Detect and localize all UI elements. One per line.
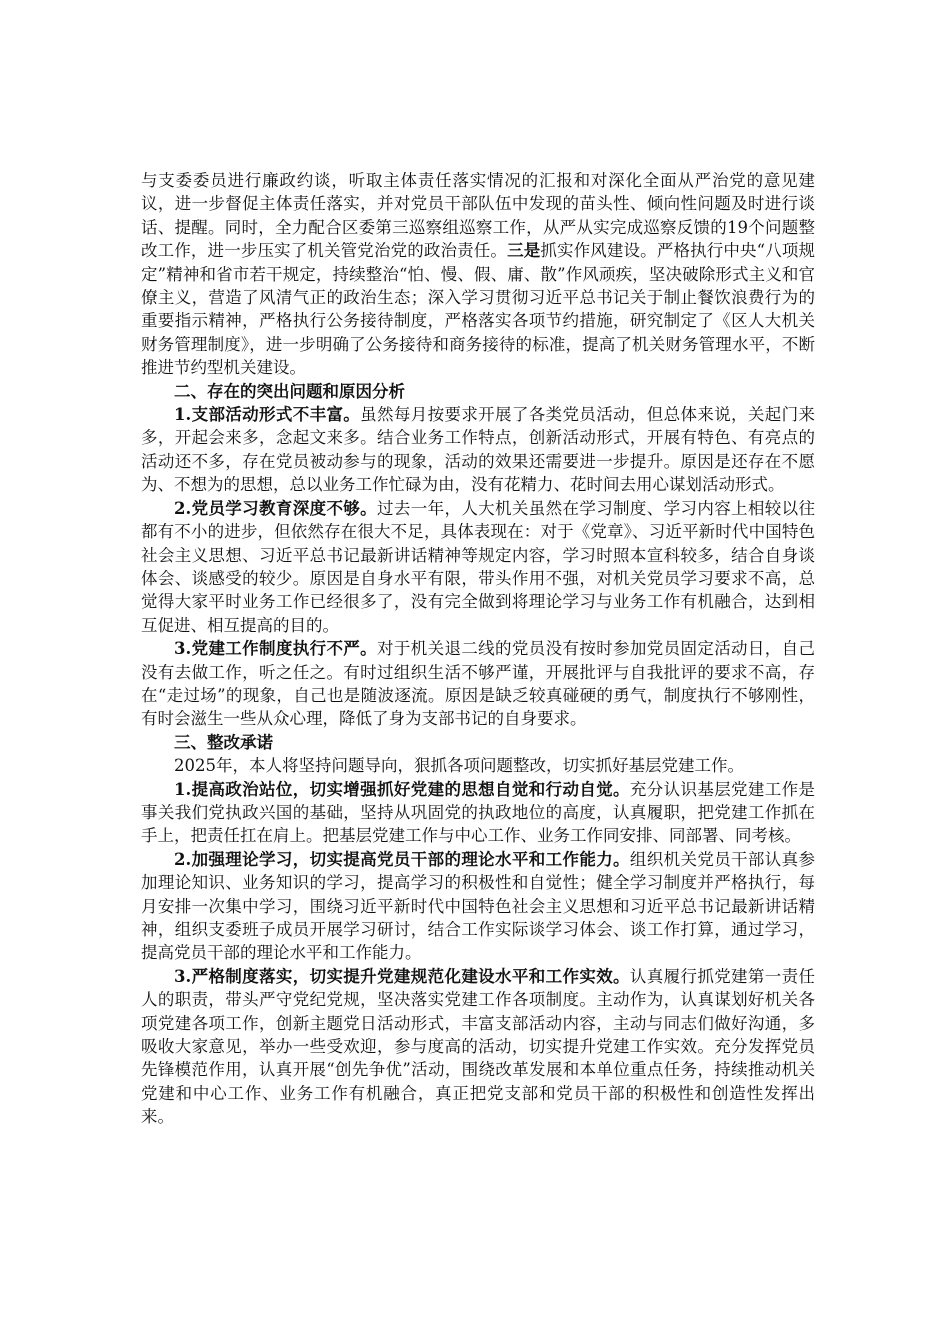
item-lead: 3.严格制度落实，切实提升党建规范化建设水平和工作实效。 <box>174 966 630 986</box>
item-text: 虽然每月按要求开展了各类党员活动，但总体来说，关起门来多，开起会来多，念起文来多。结合业务工作特点，创新活动形式，开展有特色、有亮点的活动还不多，存在党员被动参与的现象，活动的效果还需要进一步提升。原因是还存在不愿为、不想为的思想，总以业务工作忙碌为由，没有花精力、花时间去用心谋划活动形式。 <box>141 405 815 495</box>
item-lead: 1.支部活动形式不丰富。 <box>174 405 361 425</box>
problem-item-3 <box>141 637 815 731</box>
commitment-item-2 <box>141 848 815 965</box>
item-lead: 2.党员学习教育深度不够。 <box>174 498 378 518</box>
problem-item-1 <box>141 403 815 497</box>
item-text: 充分认识基层党建工作是事关我们党执政兴国的基础，坚持从巩固党的执政地位的高度，认真履职，把党建工作抓在手上，把责任扛在肩上。把基层党建工作与中心工作、业务工作同安排、同部署、同考核。 <box>141 779 815 846</box>
item-text: 过去一年，人大机关虽然在学习制度、学习内容上相较以往都有不小的进步，但依然存在很大不足，具体表现在：对于《党章》、习近平新时代中国特色社会主义思想、习近平总书记最新讲话精神等规定内容，学习时照本宣科较多，结合自身谈体会、谈感受的较少。原因是自身水平有限，带头作用不强，对机关党员学习要求不高，总觉得大家平时业务工作已经很多了，没有完全做到将理论学习与业务工作有机融合，达到相互促进、相互提高的目的。 <box>141 498 815 635</box>
item-lead: 1.提高政治站位，切实增强抓好党建的思想自觉和行动自觉。 <box>174 779 630 799</box>
section-heading-problems: 二、存在的突出问题和原因分析 <box>174 381 405 401</box>
paragraph-text: 抓实作风建设。严格执行中央“八项规定”精神和省市若干规定，持续整治“怕、慢、假、庸、散”作风顽疾，坚决破除形式主义和官僚主义，营造了风清气正的政治生态；深入学习贯彻习近平总书记关于制止餐饮浪费行为的重要指示精神，严格执行公务接待制度，严格落实各项节约措施，研究制定了《区人大机关财务管理制度》，进一步明确了公务接待和商务接待的标准，提高了机关财务管理水平，不断推进节约型机关建设。 <box>141 241 816 378</box>
item-text: 组织机关党员干部认真参加理论知识、业务知识的学习，提高学习的积极性和自觉性；健全学习制度并严格执行，每月安排一次集中学习，围绕习近平新时代中国特色社会主义思想和习近平总书记最新讲话精神，组织支委班子成员开展学习研讨，结合工作实际谈学习体会、谈工作打算，通过学习，提高党员干部的理论水平和工作能力。 <box>141 849 815 963</box>
commitment-intro: 2025年，本人将坚持问题导向，狠抓各项问题整改，切实抓好基层党建工作。 <box>174 756 744 776</box>
document-body <box>141 169 815 1129</box>
item-text: 对于机关退二线的党员没有按时参加党员固定活动日，自己没有去做工作，听之任之。有时过组织生活不够严谨，开展批评与自我批评的要求不高，存在“走过场”的现象，自己也是随波逐流。原因是缺乏较真碰硬的勇气，制度执行不够刚性，有时会滋生一些从众心理，降低了身为支部书记的自身要求。 <box>141 639 815 729</box>
section-heading-commitments: 三、整改承诺 <box>174 732 273 752</box>
item-lead: 2.加强理论学习，切实提高党员干部的理论水平和工作能力。 <box>174 849 630 869</box>
paragraph-lead: 三是 <box>507 241 541 261</box>
commitment-item-3 <box>141 965 815 1129</box>
paragraph-section1-tail <box>141 169 815 380</box>
problem-item-2 <box>141 497 815 637</box>
paragraph-text: 与支委委员进行廉政约谈，听取主体责任落实情况的汇报和对深化全面从严治党的意见建议，进一步督促主体责任落实，并对党员干部队伍中发现的苗头性、倾向性问题及时进行谈话、提醒。同时，全力配合区委第三巡察组巡察工作，从严从实完成巡察反馈的19个问题整改工作，进一步压实了机关管党治党的政治责任。 <box>141 171 815 261</box>
item-lead: 3.党建工作制度执行不严。 <box>174 639 378 659</box>
item-text: 认真履行抓党建第一责任人的职责，带头严守党纪党规，坚决落实党建工作各项制度。主动作为，认真谋划好机关各项党建各项工作，创新主题党日活动形式，丰富支部活动内容，主动与同志们做好沟通，多吸收大家意见，举办一些受欢迎，参与度高的活动，切实提升党建工作实效。充分发挥党员先锋模范作用，认真开展“创先争优”活动，围绕改革发展和本单位重点任务，持续推动机关党建和中心工作、业务工作有机融合，真正把党支部和党员干部的积极性和创造性发挥出来。 <box>141 966 815 1127</box>
commitment-item-1 <box>141 778 815 848</box>
